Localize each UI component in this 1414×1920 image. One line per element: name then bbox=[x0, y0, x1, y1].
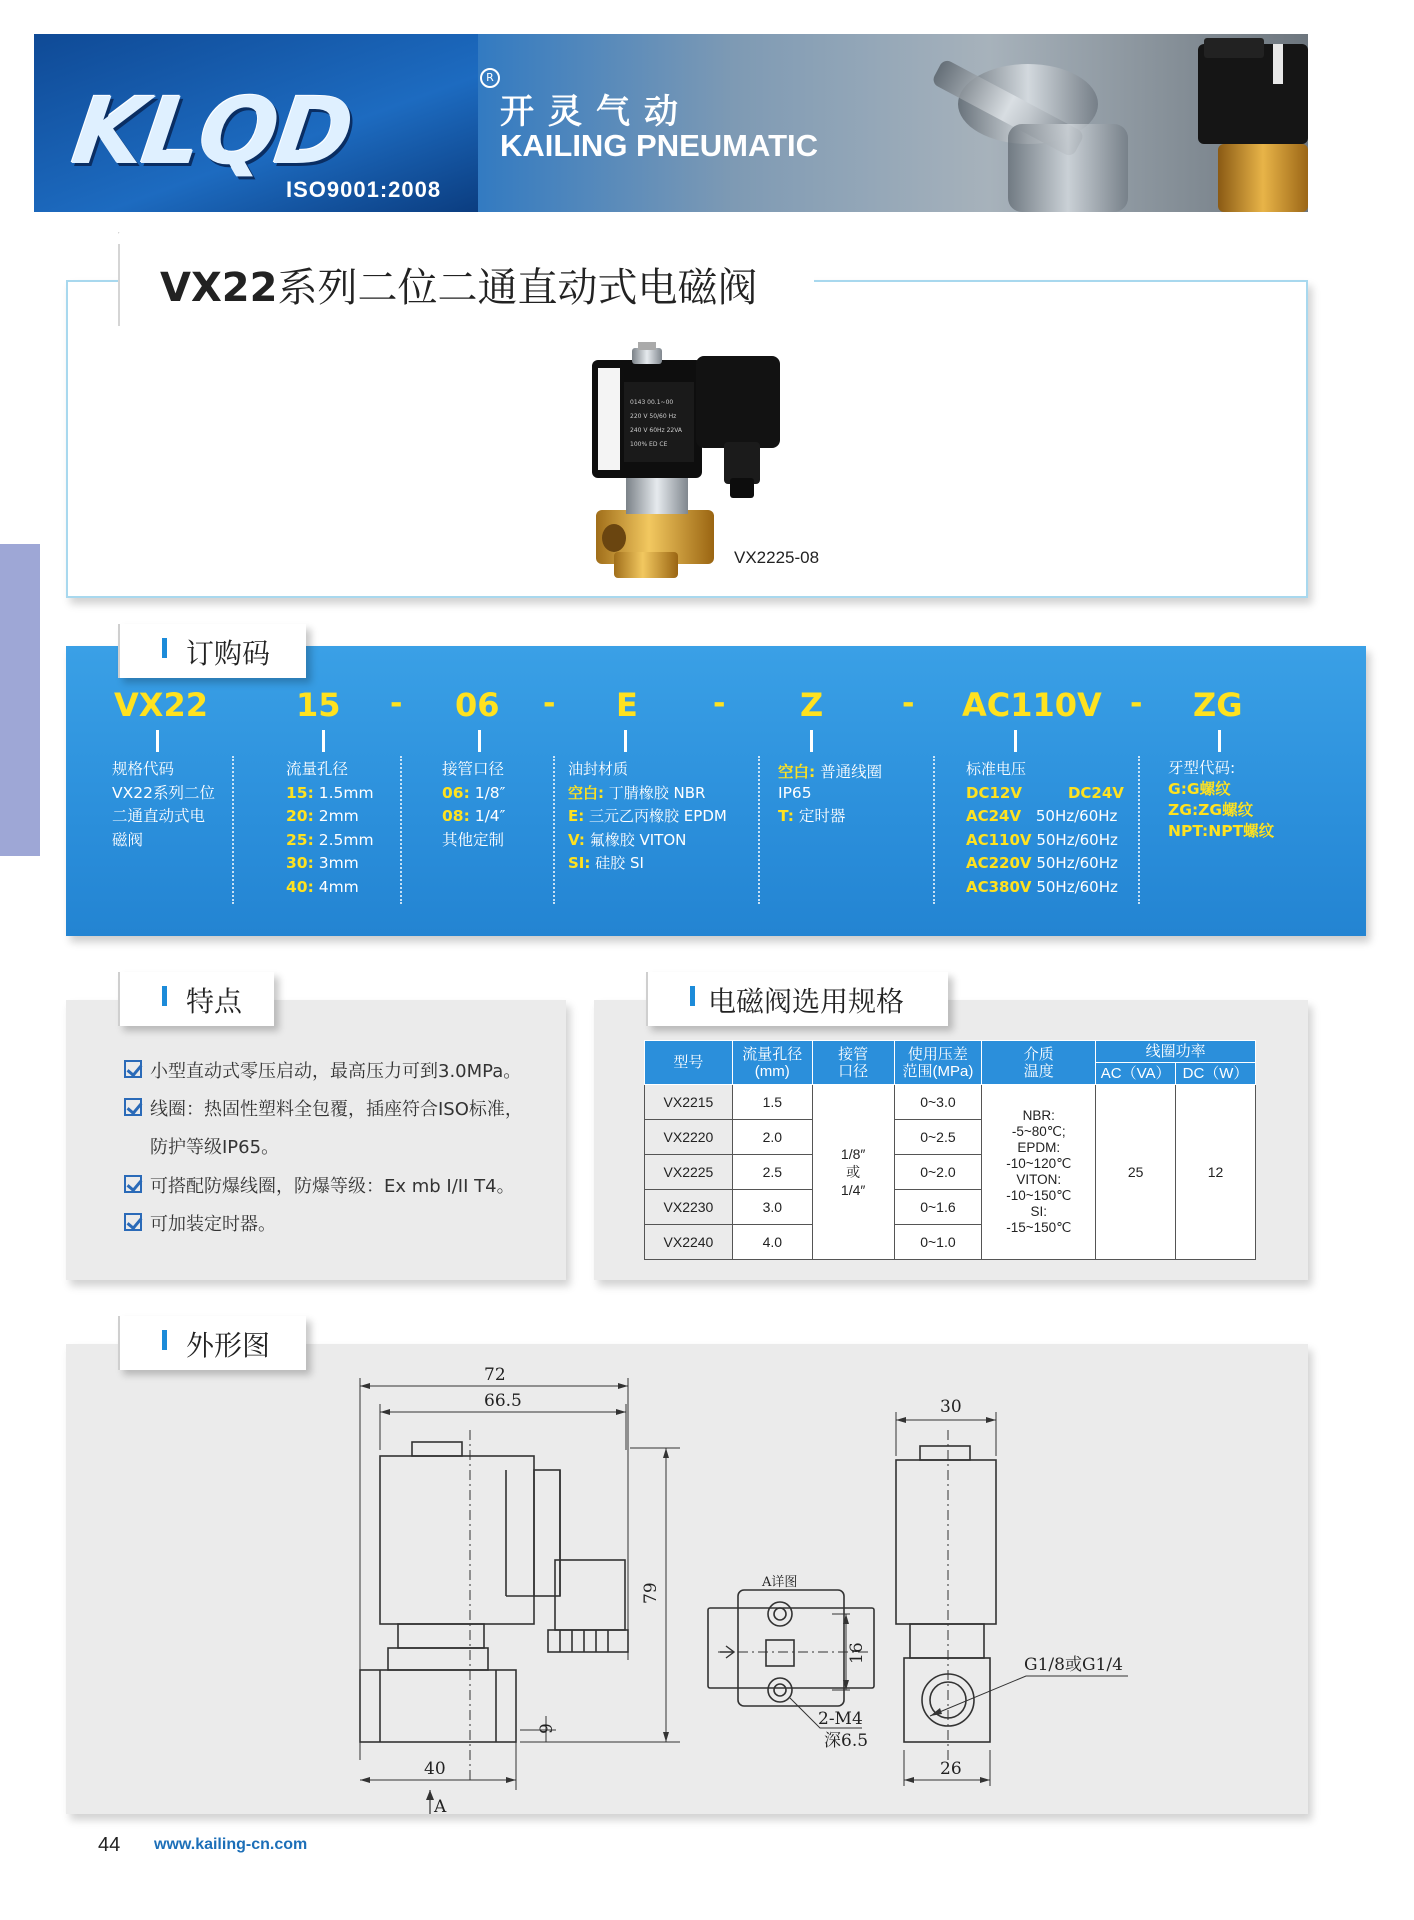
dim-width-66-5: 66.5 bbox=[484, 1391, 522, 1411]
cell-pressure: 0~2.0 bbox=[894, 1155, 982, 1190]
col-title: 牙型代码: bbox=[1168, 759, 1236, 777]
code-value: 2mm bbox=[318, 807, 359, 825]
cell-pressure: 0~3.0 bbox=[894, 1085, 982, 1120]
iso-certification: ISO9001:2008 bbox=[286, 177, 442, 202]
code-port: 06 bbox=[455, 686, 500, 724]
code-value: ZG螺纹 bbox=[1198, 801, 1254, 819]
code-value: 50Hz/60Hz bbox=[1036, 830, 1118, 849]
cell-orifice: 2.5 bbox=[732, 1155, 812, 1190]
code-voltage: AC110V bbox=[962, 686, 1102, 724]
cell-pressure: 0~2.5 bbox=[894, 1120, 982, 1155]
cell-temperature-merged: NBR: -5~80℃; EPDM: -10~120℃ VITON: -10~150℃ SI: -15~150℃ bbox=[982, 1085, 1096, 1260]
code-coil: Z bbox=[800, 686, 824, 724]
code-key: T: bbox=[778, 807, 794, 825]
code-key: DC24V bbox=[1067, 783, 1124, 802]
code-value: 1/8″ bbox=[474, 783, 506, 802]
code-key: E: bbox=[568, 807, 585, 825]
code-value: 3mm bbox=[318, 854, 359, 872]
code-key: AC380V bbox=[966, 877, 1032, 896]
code-value: 普通线圈 bbox=[820, 763, 883, 781]
cell-model: VX2230 bbox=[645, 1190, 733, 1225]
code-dash-5: - bbox=[1130, 686, 1143, 721]
code-dash-4: - bbox=[902, 686, 915, 721]
dim-width-30: 30 bbox=[940, 1397, 962, 1417]
series-model: VX22 bbox=[160, 265, 278, 311]
spec-heading: 电磁阀选用规格 bbox=[708, 985, 905, 1018]
code-key: 15: bbox=[286, 783, 314, 802]
code-value: 50Hz/60Hz bbox=[1036, 854, 1118, 872]
nameplate-line-2: 220 V 50/60 Hz bbox=[630, 413, 677, 420]
code-value: 定时器 bbox=[798, 807, 846, 825]
col-header-dc: DC（W） bbox=[1176, 1063, 1256, 1085]
code-value: 氟橡胶 VITON bbox=[589, 830, 687, 849]
col-header-medium: 介质 温度 bbox=[982, 1041, 1096, 1085]
code-key: 25: bbox=[286, 830, 314, 849]
col-header-pressure: 使用压差 范围(MPa) bbox=[894, 1041, 982, 1085]
code-dash-3: - bbox=[713, 686, 726, 721]
features-heading: 特点 bbox=[186, 985, 243, 1018]
col-title: 油封材质 bbox=[568, 760, 629, 778]
col-title: 流量孔径 bbox=[286, 760, 349, 778]
cell-orifice: 2.0 bbox=[732, 1120, 812, 1155]
code-value: 丁腈橡胶 NBR bbox=[608, 783, 706, 802]
code-thread: ZG bbox=[1193, 686, 1243, 724]
cell-pressure: 0~1.6 bbox=[894, 1190, 982, 1225]
code-value: 1.5mm bbox=[318, 783, 374, 802]
cell-orifice: 1.5 bbox=[732, 1085, 812, 1120]
code-key: AC110V bbox=[966, 830, 1032, 849]
cell-model: VX2215 bbox=[645, 1085, 733, 1120]
code-key: 20: bbox=[286, 807, 314, 825]
feature-item-continued: 防护等级IP65。 bbox=[150, 1137, 280, 1158]
col-text: VX22系列二位 bbox=[112, 783, 215, 802]
code-value: 硅胶 SI bbox=[595, 854, 644, 872]
cell-dc-power: 12 bbox=[1176, 1085, 1256, 1260]
code-key: ZG: bbox=[1168, 801, 1199, 819]
code-series: VX22 bbox=[114, 686, 208, 724]
code-seal: E bbox=[616, 686, 638, 724]
code-value: 三元乙丙橡胶 EPDM bbox=[589, 807, 727, 825]
website-link[interactable]: www.kailing-cn.com bbox=[154, 1836, 308, 1853]
code-value: G螺纹 bbox=[1186, 780, 1231, 798]
code-value: 1/4″ bbox=[474, 807, 506, 825]
code-value: 4mm bbox=[318, 877, 359, 896]
feature-item: 线圈：热固性塑料全包覆，插座符合ISO标准， bbox=[150, 1099, 523, 1120]
code-key: V: bbox=[568, 830, 585, 849]
col-text: 其他定制 bbox=[442, 830, 505, 849]
order-code-heading: 订购码 bbox=[186, 637, 271, 670]
code-dash-2: - bbox=[543, 686, 556, 721]
series-description: 系列二位二通直动式电磁阀 bbox=[277, 265, 758, 311]
dim-height-9: 9 bbox=[537, 1723, 557, 1734]
dim-height-79: 79 bbox=[641, 1582, 661, 1604]
nameplate-line-1: 0143 00.1~00 bbox=[630, 399, 674, 406]
cell-model: VX2240 bbox=[645, 1225, 733, 1260]
col-header-model: 型号 bbox=[645, 1041, 733, 1085]
cell-pressure: 0~1.0 bbox=[894, 1225, 982, 1260]
dim-16: 16 bbox=[847, 1642, 867, 1664]
code-key: 08: bbox=[442, 807, 470, 825]
dim-width-72: 72 bbox=[484, 1365, 506, 1385]
product-caption: VX2225-08 bbox=[734, 548, 820, 567]
dim-port-thread: G1/8或G1/4 bbox=[1024, 1655, 1123, 1675]
col-text: 二通直动式电 bbox=[112, 807, 206, 825]
col-title: 规格代码 bbox=[112, 760, 175, 778]
registered-mark: R bbox=[480, 68, 500, 88]
code-value: NPT螺纹 bbox=[1208, 822, 1275, 840]
code-key: NPT: bbox=[1168, 822, 1209, 840]
feature-item: 可加装定时器。 bbox=[150, 1214, 276, 1235]
drawing-heading: 外形图 bbox=[186, 1329, 271, 1362]
code-value: 50Hz/60Hz bbox=[1035, 807, 1118, 825]
code-key: 30: bbox=[286, 854, 314, 872]
feature-item: 小型直动式零压启动，最高压力可到3.0MPa。 bbox=[150, 1061, 522, 1082]
cell-model: VX2220 bbox=[645, 1120, 733, 1155]
code-value: 2.5mm bbox=[318, 830, 374, 849]
cell-orifice: 3.0 bbox=[732, 1190, 812, 1225]
code-key: AC24V bbox=[966, 807, 1022, 825]
feature-item: 可搭配防爆线圈，防爆等级：Ex mb I/II T4。 bbox=[150, 1176, 515, 1197]
col-text: IP65 bbox=[778, 784, 812, 802]
col-title: 接管口径 bbox=[442, 760, 505, 778]
cell-orifice: 4.0 bbox=[732, 1225, 812, 1260]
company-name-cn: 开灵气动 bbox=[500, 92, 692, 132]
view-marker-a: A bbox=[434, 1797, 447, 1817]
page-number: 44 bbox=[98, 1834, 121, 1856]
dim-width-26: 26 bbox=[940, 1759, 962, 1779]
nameplate-line-4: 100% ED CE bbox=[630, 441, 668, 448]
dim-width-40: 40 bbox=[424, 1759, 446, 1779]
col-title: 标准电压 bbox=[966, 760, 1027, 778]
code-key: 40: bbox=[286, 877, 314, 896]
code-orifice: 15 bbox=[296, 686, 341, 724]
code-dash-1: - bbox=[390, 686, 403, 721]
col-header-ac: AC（VA） bbox=[1096, 1063, 1176, 1085]
nameplate-line-3: 240 V 60Hz 22VA bbox=[630, 427, 683, 434]
col-header-port: 接管 口径 bbox=[812, 1041, 894, 1085]
code-value: 50Hz/60Hz bbox=[1036, 877, 1118, 896]
code-key: G: bbox=[1168, 780, 1187, 798]
dim-depth: 深6.5 bbox=[824, 1731, 869, 1751]
detail-a-label: A详图 bbox=[762, 1575, 798, 1590]
cell-model: VX2225 bbox=[645, 1155, 733, 1190]
code-key: DC12V bbox=[966, 783, 1022, 802]
code-key: 空白: bbox=[778, 763, 816, 781]
col-header-orifice: 流量孔径 (mm) bbox=[732, 1041, 812, 1085]
company-logo: KLQD bbox=[66, 78, 359, 185]
code-key: 空白: bbox=[568, 783, 604, 802]
cell-ac-power: 25 bbox=[1096, 1085, 1176, 1260]
company-name-en: KAILING PNEUMATIC bbox=[500, 128, 819, 163]
code-key: 06: bbox=[442, 783, 470, 802]
code-key: AC220V bbox=[966, 854, 1032, 872]
dim-thread: 2-M4 bbox=[818, 1709, 863, 1729]
col-text: 磁阀 bbox=[112, 830, 144, 849]
col-header-power: 线圈功率 bbox=[1096, 1041, 1256, 1063]
cell-port-merged: 1/8″ 或 1/4″ bbox=[812, 1085, 894, 1260]
code-key: SI: bbox=[568, 854, 591, 872]
